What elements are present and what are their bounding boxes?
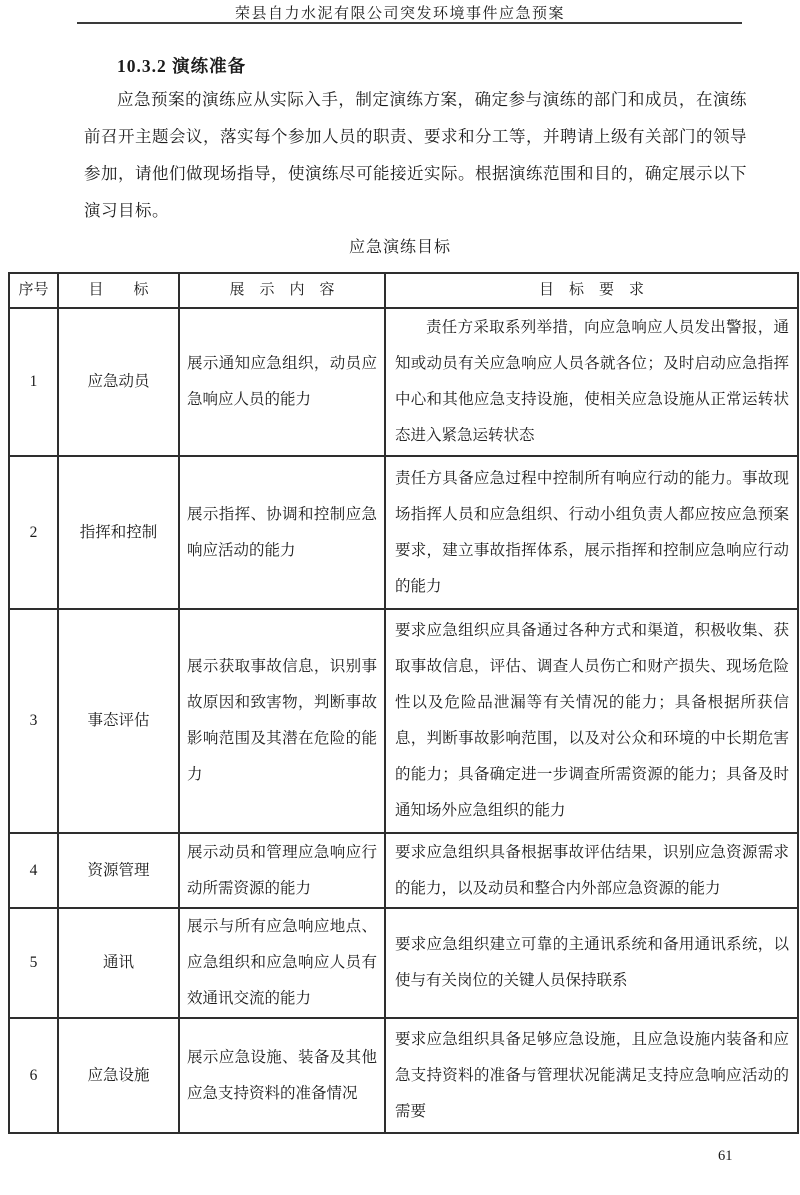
table-row	[9, 308, 798, 456]
row-number-cell: 1	[9, 308, 58, 456]
requirement-cell: 要求应急组织具备足够应急设施，且应急设施内装备和应急支持资料的准备与管理状况能满足支持应急响应活动的需要	[385, 1018, 798, 1133]
row-number-cell: 4	[9, 833, 58, 908]
page-number: 61	[718, 1148, 733, 1164]
document-header-title: 荣县自力水泥有限公司突发环境事件应急预案	[234, 6, 565, 22]
target-cell: 事态评估	[58, 609, 179, 833]
row-number-cell: 5	[9, 908, 58, 1018]
content-cell: 展示应急设施、装备及其他应急支持资料的准备情况	[179, 1018, 385, 1133]
requirement-cell: 责任方具备应急过程中控制所有响应行动的能力。事故现场指挥人员和应急组织、行动小组负责人都应按应急预案要求，建立事故指挥体系，展示指挥和控制应急响应行动的能力	[385, 456, 798, 609]
target-cell: 指挥和控制	[58, 456, 179, 609]
requirement-cell: 要求应急组织具备根据事故评估结果，识别应急资源需求的能力，以及动员和整合内外部应急资源的能力	[385, 833, 798, 908]
table-row	[9, 908, 798, 1018]
requirement-cell: 要求应急组织建立可靠的主通讯系统和备用通讯系统，以使与有关岗位的关键人员保持联系	[385, 908, 798, 1018]
requirement-cell: 要求应急组织应具备通过各种方式和渠道，积极收集、获取事故信息，评估、调查人员伤亡和财产损失、现场危险性以及危险品泄漏等有关情况的能力；具备根据所获信息，判断事故影响范围，以及对公众和环境的中长期危害的能力；具备确定进一步调查所需资源的能力；具备及时通知场外应急组织的能力	[385, 609, 798, 833]
section-paragraph: 应急预案的演练应从实际入手，制定演练方案，确定参与演练的部门和成员，在演练前召开主题会议，落实每个参加人员的职责、要求和分工等，并聘请上级有关部门的领导参加，请他们做现场指导，使演练尽可能接近实际。根据演练范围和目的，确定展示以下演习目标。	[84, 90, 747, 220]
col-header-target: 目 标	[58, 273, 179, 308]
target-cell: 应急动员	[58, 308, 179, 456]
col-header-content: 展 示 内 容	[179, 273, 385, 308]
table-row	[9, 1018, 798, 1133]
requirement-cell: 责任方采取系列举措，向应急响应人员发出警报，通知或动员有关应急响应人员各就各位；及时启动应急指挥中心和其他应急支持设施，使相关应急设施从正常运转状态进入紧急运转状态	[385, 308, 798, 456]
content-cell: 展示动员和管理应急响应行动所需资源的能力	[179, 833, 385, 908]
content-cell: 展示获取事故信息，识别事故原因和致害物，判断事故影响范围及其潜在危险的能力	[179, 609, 385, 833]
table-row	[9, 609, 798, 833]
content-cell: 展示通知应急组织，动员应急响应人员的能力	[179, 308, 385, 456]
col-header-no: 序号	[9, 273, 58, 308]
drill-goals-table	[8, 272, 799, 1134]
col-header-requirement: 目 标 要 求	[385, 273, 798, 308]
table-title: 应急演练目标	[348, 239, 451, 256]
row-number-cell: 2	[9, 456, 58, 609]
target-cell: 通讯	[58, 908, 179, 1018]
header-divider-line	[77, 22, 742, 24]
table-row	[9, 833, 798, 908]
target-cell: 资源管理	[58, 833, 179, 908]
row-number-cell: 3	[9, 609, 58, 833]
row-number-cell: 6	[9, 1018, 58, 1133]
content-cell: 展示指挥、协调和控制应急响应活动的能力	[179, 456, 385, 609]
target-cell: 应急设施	[58, 1018, 179, 1133]
table-header-row	[9, 273, 798, 308]
section-heading: 10.3.2 演练准备	[117, 56, 247, 76]
table-row	[9, 456, 798, 609]
content-cell: 展示与所有应急响应地点、应急组织和应急响应人员有效通讯交流的能力	[179, 908, 385, 1018]
